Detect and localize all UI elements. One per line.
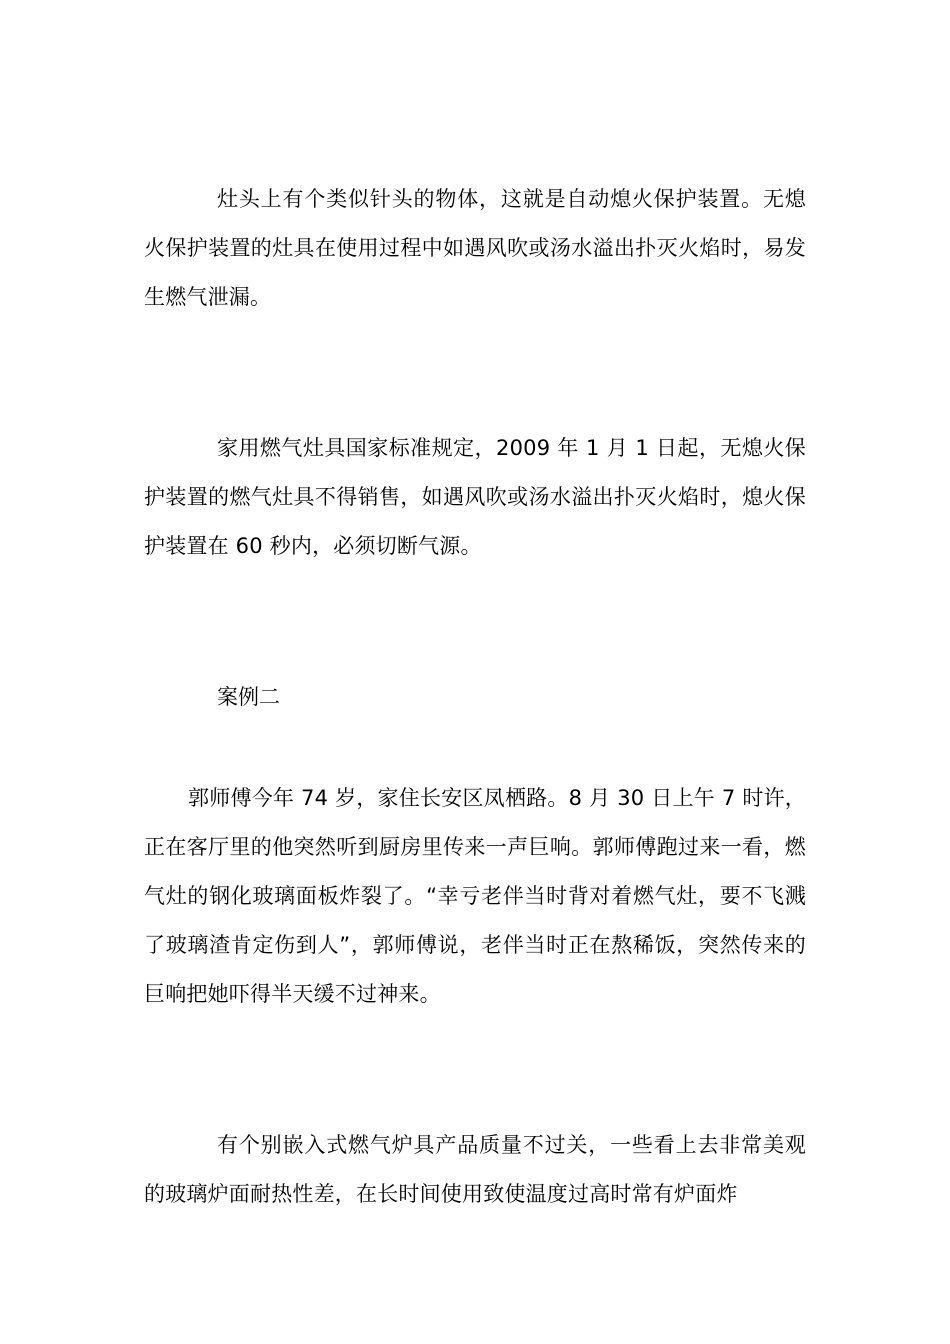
paragraph-embedded-stove-quality: 有个别嵌入式燃气炉具产品质量不过关，一些看上去非常美观的玻璃炉面耐热性差，在长时间使用致使温度过高时常有炉面炸	[144, 1133, 806, 1206]
section-heading-case-two: 案例二	[217, 685, 280, 709]
paragraph-case-two-story: 郭师傅今年 74 岁，家住长安区凤栖路。8 月 30 日上午 7 时许，正在客厅里的他突然听到厨房里传来一声巨响。郭师傅跑过来一看，燃气灶的钢化玻璃面板炸裂了。“幸亏老伴当时背对着燃气灶，要不飞溅了玻璃渣肯定伤到人”，郭师傅说，老伴当时正在熬稀饭，突然传来的巨响把她吓得半天缓不过神来。	[144, 786, 806, 1006]
paragraph-flame-protection-device: 灶头上有个类似针头的物体，这就是自动熄火保护装置。无熄火保护装置的灶具在使用过程中如遇风吹或汤水溢出扑灭火焰时，易发生燃气泄漏。	[144, 187, 806, 309]
paragraph-national-standard: 家用燃气灶具国家标准规定，2009 年 1 月 1 日起，无熄火保护装置的燃气灶具不得销售，如遇风吹或汤水溢出扑灭火焰时，熄火保护装置在 60 秒内，必须切断气源。	[144, 436, 806, 558]
